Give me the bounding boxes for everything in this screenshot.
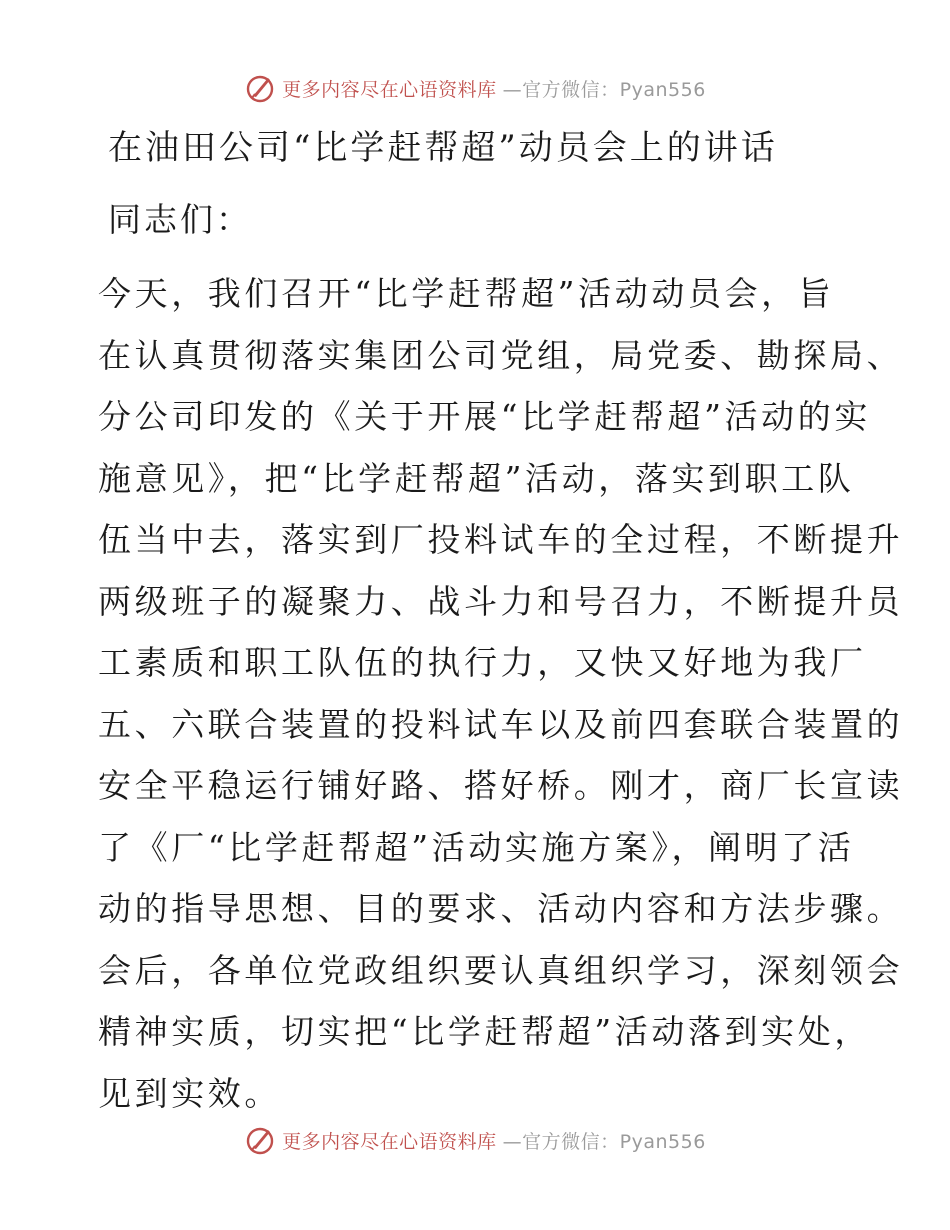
watermark-text-red: 更多内容尽在心语资料库 xyxy=(282,78,497,101)
salutation: 同志们： xyxy=(108,200,252,239)
watermark-text-gray: —官方微信：Pyan556 xyxy=(502,1130,706,1153)
body-line: 动的指导思想、目的要求、活动内容和方法步骤。 xyxy=(98,889,904,928)
body-line: 安全平稳运行铺好路、搭好桥。刚才，商厂长宣读 xyxy=(98,766,904,805)
body-line: 五、六联合装置的投料试车以及前四套联合装置的 xyxy=(98,704,904,744)
body-line: 分公司印发的《关于开展“比学赶帮超”活动的实 xyxy=(98,397,871,436)
document-title: 在油田公司“比学赶帮超”动员会上的讲话 xyxy=(108,128,778,168)
body-line: 了《厂“比学赶帮超”活动实施方案》，阐明了活 xyxy=(98,827,855,867)
body-line: 工素质和职工队伍的执行力，又快又好地为我厂 xyxy=(98,643,867,682)
body-line: 见到实效。 xyxy=(98,1073,281,1113)
quill-seal-icon xyxy=(244,1124,276,1156)
body-text xyxy=(98,263,904,1124)
watermark-text-gray: —官方微信：Pyan556 xyxy=(502,78,706,101)
footer-watermark xyxy=(0,1120,950,1160)
body-line: 今天，我们召开“比学赶帮超”活动动员会，旨 xyxy=(98,274,835,313)
body-line: 伍当中去，落实到厂投料试车的全过程，不断提升 xyxy=(98,520,904,559)
body-line: 精神实质，切实把“比学赶帮超”活动落到实处， xyxy=(98,1012,871,1051)
body-line: 施意见》，把“比学赶帮超”活动，落实到职工队 xyxy=(98,458,855,498)
header-watermark xyxy=(0,68,950,108)
quill-seal-icon xyxy=(244,72,276,104)
body-line: 两级班子的凝聚力、战斗力和号召力，不断提升员 xyxy=(98,581,904,621)
body-line: 在认真贯彻落实集团公司党组，局党委、勘探局、 xyxy=(98,335,904,375)
body-line: 会后，各单位党政组织要认真组织学习，深刻领会 xyxy=(98,950,904,990)
watermark-text-red: 更多内容尽在心语资料库 xyxy=(282,1130,497,1153)
